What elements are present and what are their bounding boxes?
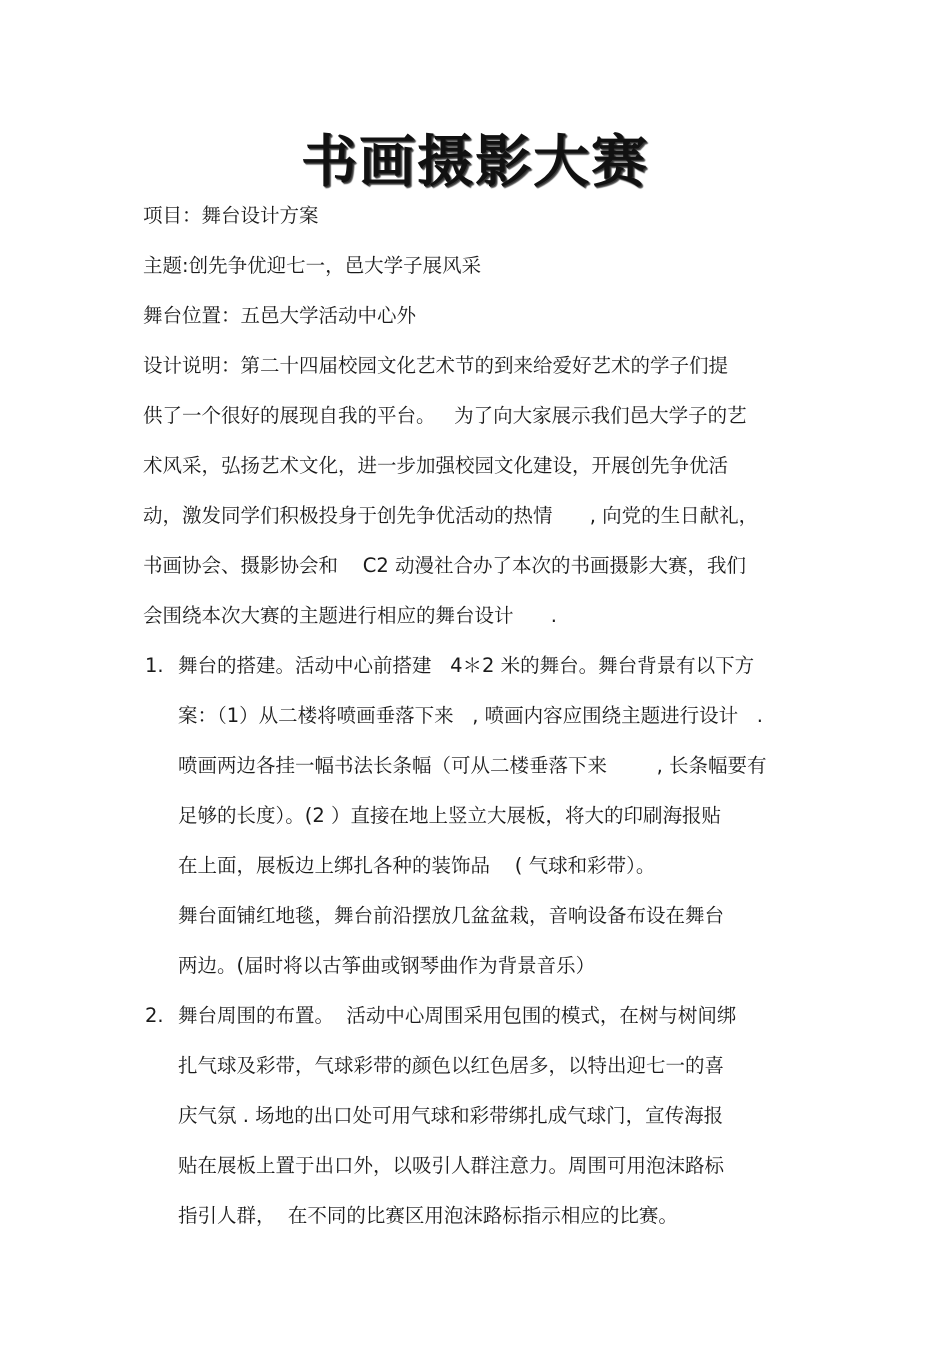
list-item-line: 足够的长度）。(2 ）直接在地上竖立大展板，将大的印刷海报贴 xyxy=(178,804,721,827)
list-item-line: 舞台周围的布置。 活动中心周围采用包围的模式，在树与树间绑 xyxy=(178,1004,737,1027)
intro-line-description: 动，激发同学们积极投身于创先争优活动的热情 , 向党的生日献礼， xyxy=(143,504,759,527)
intro-line-description: 术风采，弘扬艺术文化，进一步加强校园文化建设，开展创先争优活 xyxy=(143,454,729,477)
list-item-line: 喷画两边各挂一幅书法长条幅（可从二楼垂落下来 , 长条幅要有 xyxy=(178,754,767,777)
intro-line-description: 会围绕本次大赛的主题进行相应的舞台设计 . xyxy=(143,604,557,627)
list-item-line: 贴在展板上置于出口外，以吸引人群注意力。周围可用泡沫路标 xyxy=(178,1154,725,1177)
list-item-line: 扎气球及彩带，气球彩带的颜色以红色居多，以特出迎七一的喜 xyxy=(178,1054,725,1077)
list-item-line: 案：（1）从二楼将喷画垂落下来 , 喷画内容应围绕主题进行设计 . xyxy=(178,704,763,727)
intro-line-project: 项目：舞台设计方案 xyxy=(143,204,319,227)
intro-line-location: 舞台位置：五邑大学活动中心外 xyxy=(143,304,417,327)
list-item-number: 2. xyxy=(145,1004,164,1027)
list-item-number: 1. xyxy=(145,654,164,677)
list-item-line: 庆气氛 . 场地的出口处可用气球和彩带绑扎成气球门，宣传海报 xyxy=(178,1104,724,1127)
document-title: 书画摄影大赛 xyxy=(301,129,649,195)
intro-line-description: 设计说明：第二十四届校园文化艺术节的到来给爱好艺术的学子们提 xyxy=(143,354,729,377)
intro-line-theme: 主题:创先争优迎七一，邑大学子展风采 xyxy=(143,254,482,277)
list-item-line: 舞台面铺红地毯，舞台前沿摆放几盆盆栽，音响设备布设在舞台 xyxy=(178,904,725,927)
intro-line-description: 供了一个很好的展现自我的平台。 为了向大家展示我们邑大学子的艺 xyxy=(143,404,747,427)
list-item-line: 两边。(届时将以古筝曲或钢琴曲作为背景音乐） xyxy=(178,954,596,977)
list-item-line: 舞台的搭建。活动中心前搭建 4＊2 米的舞台。舞台背景有以下方 xyxy=(178,654,755,677)
list-item-line: 指引人群， 在不同的比赛区用泡沫路标指示相应的比赛。 xyxy=(178,1204,678,1227)
intro-line-description: 书画协会、摄影协会和 C2 动漫社合办了本次的书画摄影大赛，我们 xyxy=(143,554,747,577)
list-item-line: 在上面，展板边上绑扎各种的装饰品 ( 气球和彩带）。 xyxy=(178,854,656,877)
